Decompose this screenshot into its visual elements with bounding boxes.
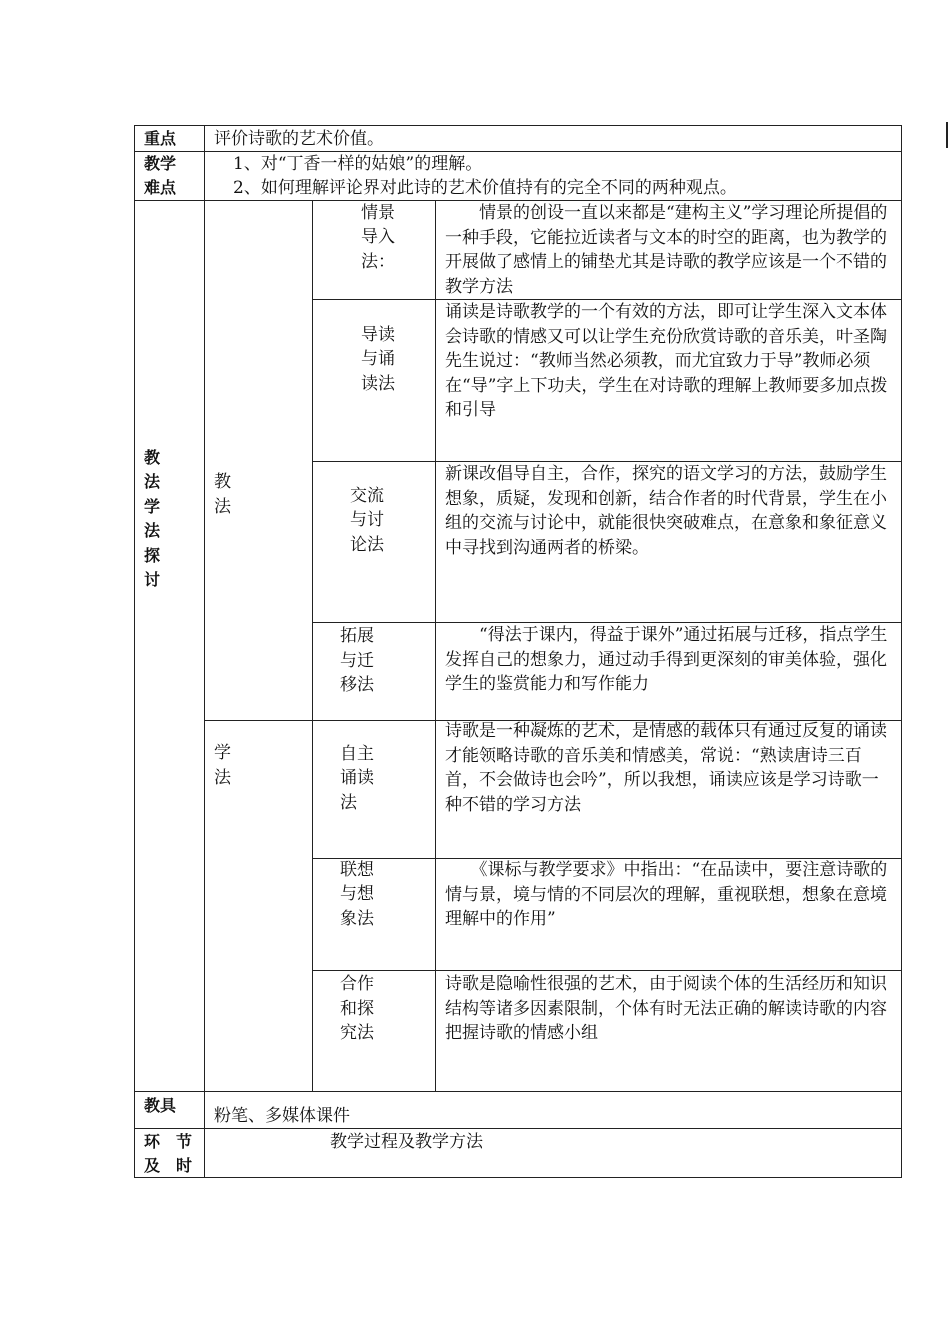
method-description: “得法于课内，得益于课外”通过拓展与迁移，指点学生发挥自己的想象力，通过动手得到更深刻的审美体验，强化学生的鉴赏能力和写作能力	[445, 625, 888, 694]
teaching-label-2: 法	[214, 497, 231, 517]
method-name-line: 与诵	[361, 349, 395, 369]
method-name-line: 交流	[350, 486, 384, 506]
difficult-point-label-1: 教学	[144, 154, 177, 173]
method-name-line: 论法	[350, 535, 384, 555]
methods-section-char: 教	[144, 448, 161, 467]
methods-section-char: 讨	[144, 570, 161, 589]
method-name-line: 拓展	[340, 626, 374, 646]
method-name-line: 读法	[361, 374, 395, 394]
methods-section-char: 学	[144, 497, 161, 516]
key-point-text: 评价诗歌的艺术价值。	[214, 129, 384, 149]
method-name-line: 究法	[340, 1023, 374, 1043]
method-name-line: 移法	[340, 675, 374, 695]
methods-section-char: 法	[144, 521, 161, 540]
method-name-line: 导读	[361, 325, 395, 345]
teaching-label-1: 教	[214, 472, 231, 492]
method-name-line: 自主	[340, 744, 374, 764]
method-description: 情景的创设一直以来都是“建构主义”学习理论所提倡的一种手段，它能拉近读者与文本的时空的距离，也为教学的开展做了感情上的铺垫尤其是诗歌的教学应该是一个不错的教学方法	[445, 203, 888, 297]
difficult-point-item: 1、对“丁香一样的姑娘”的理解。	[233, 154, 483, 174]
process-text: 教学过程及教学方法	[330, 1132, 483, 1152]
difficult-point-item: 2、如何理解评论界对此诗的艺术价值持有的完全不同的两种观点。	[233, 178, 737, 198]
method-name-line: 导入	[361, 227, 395, 247]
method-description: 《课标与教学要求》中指出：“在品读中，要注意诗歌的情与景，境与情的不同层次的理解，重视联想，想象在意境理解中的作用”	[445, 860, 888, 929]
method-name-line: 和探	[340, 999, 374, 1019]
method-name-line: 情景	[361, 203, 395, 223]
method-name-line: 象法	[340, 909, 374, 929]
method-description: 诗歌是隐喻性很强的艺术，由于阅读个体的生活经历和知识结构等诸多因素限制，个体有时无法正确的解读诗歌的内容把握诗歌的情感小组	[445, 974, 887, 1043]
method-description: 诗歌是一种凝炼的艺术，是情感的载体只有通过反复的诵读才能领略诗歌的音乐美和情感美，常说：“熟读唐诗三百首，不会做诗也会吟”，所以我想，诵读应该是学习诗歌一种不错的学习方法	[445, 721, 887, 815]
tools-text: 粉笔、多媒体课件	[214, 1106, 350, 1126]
method-name-line: 诵读	[340, 768, 374, 788]
process-label-2: 及 时	[144, 1156, 193, 1175]
learning-label-1: 学	[214, 743, 231, 763]
method-name-line: 法	[340, 793, 357, 813]
method-name-line: 合作	[340, 974, 374, 994]
method-name-line: 与想	[340, 884, 374, 904]
method-description: 新课改倡导自主，合作，探究的语文学习的方法，鼓励学生想象，质疑，发现和创新，结合作者的时代背景，学生在小组的交流与讨论中，就能很快突破难点，在意象和象征意义中寻找到沟通两者的桥梁。	[445, 464, 887, 558]
methods-section-char: 探	[144, 546, 161, 565]
method-name-line: 与讨	[350, 510, 384, 530]
method-description: 诵读是诗歌教学的一个有效的方法，即可让学生深入文本体会诗歌的情感又可以让学生充份欣赏诗歌的音乐美，叶圣陶先生说过：“教师当然必须教，而尤宜致力于导”教师必须在“导”字上下功夫，学生在对诗歌的理解上教师要多加点拨和引导	[445, 302, 888, 420]
tools-label: 教具	[144, 1096, 177, 1115]
key-point-label: 重点	[144, 129, 177, 148]
method-name-line: 与迁	[340, 651, 374, 671]
difficult-point-label-2: 难点	[144, 178, 177, 197]
learning-label-2: 法	[214, 768, 231, 788]
margin-mark	[946, 122, 948, 148]
process-label-1: 环 节	[144, 1132, 193, 1151]
method-name-line: 联想	[340, 860, 374, 880]
method-name-line: 法：	[361, 252, 395, 272]
methods-section-char: 法	[144, 472, 161, 491]
